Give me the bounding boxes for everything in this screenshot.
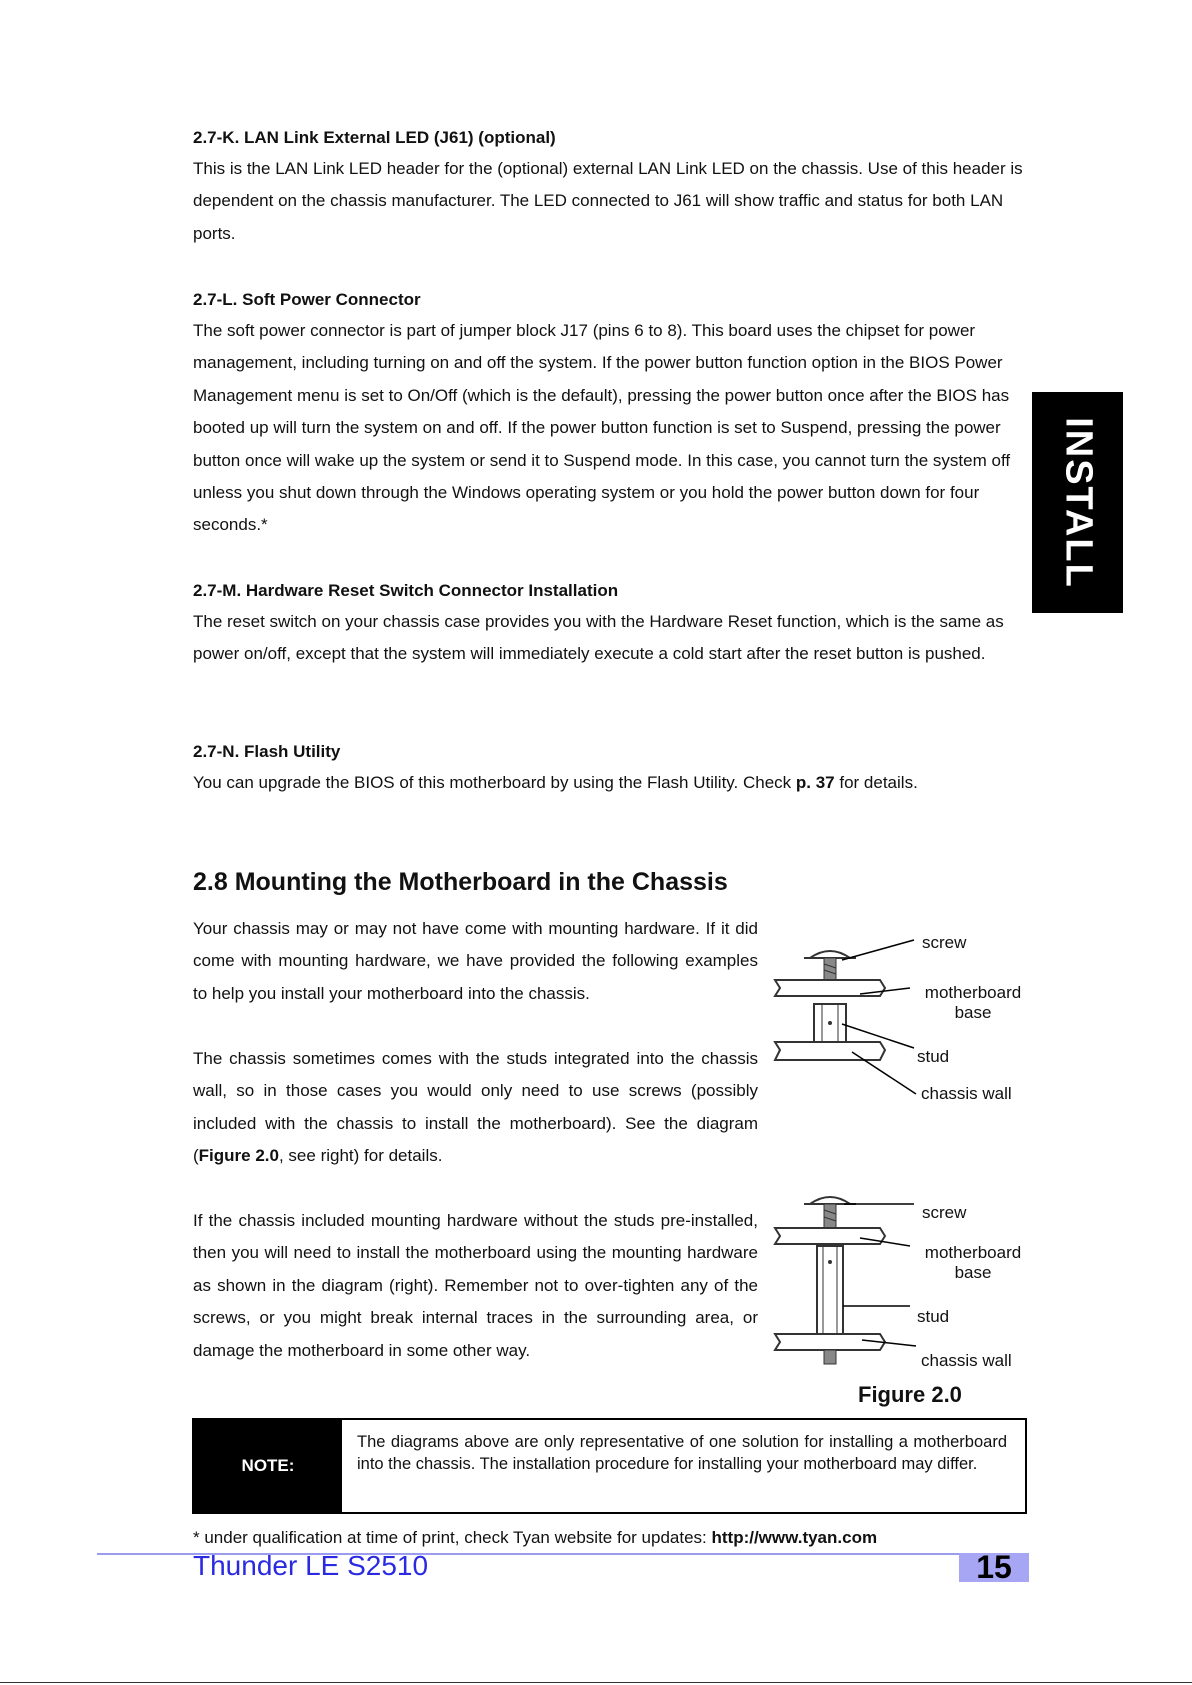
base-label: motherboard base [924,983,1022,1022]
section-k-body: This is the LAN Link LED header for the (optional) external LAN Link LED on the chassis. Use of this header is dependent on the chassis manufacturer. The LED connected to J61 will show traffic and status for both LAN ports. [193,159,1023,243]
footer-product-title: Thunder LE S2510 [193,1550,429,1581]
page-number: 15 [959,1553,1029,1582]
stud-label-2: stud [917,1307,950,1326]
section-m-body: The reset switch on your chassis case provides you with the Hardware Reset function, which is the same as power on/off, except that the system will immediately execute a cold start after the reset button is pushed. [193,612,1004,664]
page-bottom-rule [0,1682,1192,1683]
page-reference: p. 37 [795,773,835,792]
stud-label: stud [917,1047,950,1066]
mounting-section-title: 2.8 Mounting the Motherboard in the Chassis [193,868,728,896]
section-l-body: The soft power connector is part of jumper block J17 (pins 6 to 8). This board uses the chipset for power management, including turning on and off the system. If the power button function option in the BIOS Power Management menu is set to On/Off (which is the default), pressing the power button once after the BIOS has booted up will turn the system on and off. If the power button function is set to Suspend, pressing the power button once will wake up the system or send it to Suspend mode. In this case, you cannot turn the system off unless you shut down through the Windows operating system or you hold the power button down for four seconds.* [193,321,1011,535]
footnote: * under qualification at time of print, check Tyan website for updates: http://www.tyan.com [193,1528,878,1547]
note-label: NOTE: [194,1420,342,1512]
diagram-integrated-stud [770,920,1040,1103]
section-n-body: You can upgrade the BIOS of this motherboard by using the Flash Utility. Check p. 37 for details. [193,773,918,792]
section-k-heading: 2.7-K. LAN Link External LED (J61) (optional) [193,128,556,147]
section-m-heading: 2.7-M. Hardware Reset Switch Connector Installation [193,581,619,600]
screw-label: screw [922,933,967,952]
base-label-2: motherboard base [924,1243,1022,1282]
wall-label-2: chassis wall [921,1351,1012,1370]
diagram-separate-stud [770,1190,1040,1370]
note-text: The diagrams above are only representative of one solution for installing a motherboard into the chassis. The installation procedure for installing your motherboard may differ. [357,1433,1007,1473]
section-l-heading: 2.7-L. Soft Power Connector [193,290,421,309]
install-side-tab: INSTALL [1032,392,1123,613]
wall-label: chassis wall [921,1084,1012,1103]
screw-label-2: screw [922,1203,967,1222]
figure-caption: Figure 2.0 [858,1382,962,1407]
tyan-website-link[interactable]: http://www.tyan.com [711,1528,878,1547]
section-n-heading: 2.7-N. Flash Utility [193,742,341,761]
note-box [192,1418,1027,1514]
mounting-para-1: Your chassis may or may not have come with mounting hardware. If it did come with mounting hardware, we have provided the following examples to help you install your motherboard into the chassis. [193,919,758,1003]
mounting-para-2: The chassis sometimes comes with the studs integrated into the chassis wall, so in those cases you would only need to use screws (possibly included with the chassis to install the motherboard). See the diagram (Figure 2.0, see right) for details. [193,1049,758,1166]
mounting-para-3: If the chassis included mounting hardware without the studs pre-installed, then you will need to install the motherboard using the mounting hardware as shown in the diagram (right). Remember not to over-tighten any of the screws, or you might break internal traces in the surrounding area, or damage the motherboard in some other way. [193,1211,758,1360]
